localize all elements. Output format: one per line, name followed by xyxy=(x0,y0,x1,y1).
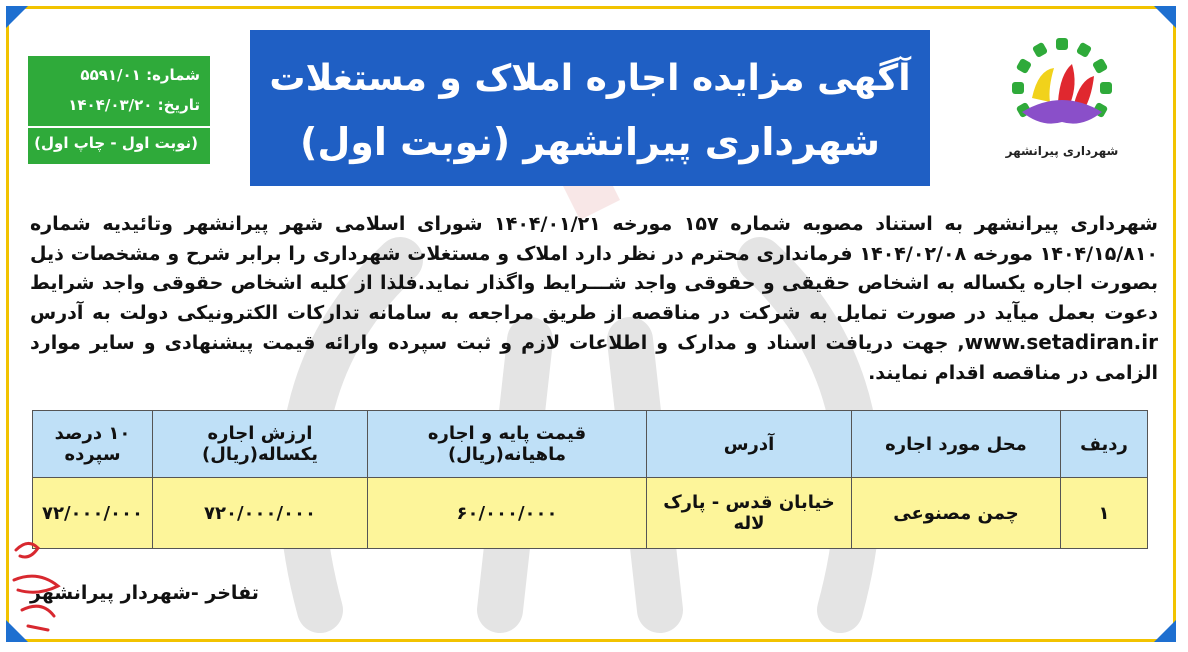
cell-address: خیابان قدس - پارک لاله xyxy=(647,478,852,549)
municipality-logo-icon xyxy=(1000,36,1124,140)
mayor-signature: تفاخر -شهردار پیرانشهر xyxy=(30,582,259,604)
announcement-title-box xyxy=(250,30,930,186)
cell-row-no: ۱ xyxy=(1061,478,1148,549)
title-line-1: آگهی مزایده اجاره املاک و مستغلات xyxy=(269,58,911,99)
cell-annual-value: ۷۲۰/۰۰۰/۰۰۰ xyxy=(153,478,368,549)
table-header-row xyxy=(33,411,1148,478)
edition-label: (نوبت اول - چاپ اول) xyxy=(34,134,198,152)
cell-location: چمن مصنوعی xyxy=(852,478,1061,549)
logo-caption: شهرداری پیرانشهر xyxy=(1005,144,1119,158)
corner-ornament xyxy=(6,6,28,28)
corner-ornament xyxy=(1154,620,1176,642)
table-row xyxy=(33,478,1148,549)
lease-items-table xyxy=(32,410,1148,549)
announcement-body xyxy=(30,210,1158,388)
reference-date: تاریخ: ۱۴۰۴/۰۳/۲۰ xyxy=(68,96,200,114)
info-divider xyxy=(28,126,210,128)
header-base-price: قیمت پایه و اجاره ماهیانه(ریال) xyxy=(368,411,647,478)
title-line-2: شهرداری پیرانشهر (نوبت اول) xyxy=(299,120,881,164)
header-address: آدرس xyxy=(647,411,852,478)
municipality-logo xyxy=(1000,36,1124,160)
cell-deposit: ۷۲/۰۰۰/۰۰۰ xyxy=(33,478,153,549)
corner-ornament xyxy=(1154,6,1176,28)
cell-base-price: ۶۰/۰۰۰/۰۰۰ xyxy=(368,478,647,549)
body-text-part-2: , جهت دریافت اسناد و مدارک و اطلاعات لازم و ثبت سپرده وارائه قیمت پیشنهادی و سایر موارد الزامی در مناقصه اقدام نمایند. xyxy=(30,332,1158,384)
reference-info-box xyxy=(28,56,210,164)
header-annual-value: ارزش اجاره یکساله(ریال) xyxy=(153,411,368,478)
reference-number: شماره: ۵۵۹۱/۰۱ xyxy=(80,66,200,84)
website-link[interactable]: www.setadiran.ir xyxy=(964,330,1158,354)
header-row-no: ردیف xyxy=(1061,411,1148,478)
header-location: محل مورد اجاره xyxy=(852,411,1061,478)
body-text-part-1: شهرداری پیرانشهر به استناد مصوبه شماره ۱۵۷ مورخه ۱۴۰۴/۰۱/۲۱ شورای اسلامی شهر پیرانشهر وتائیدیه شماره ۱۴۰۴/۱۵/۸۱۰ مورخه ۱۴۰۴/۰۲/۰۸ فرمانداری محترم در نظر دارد املاک و مستغلات شهرداری را برابر شرح و مشخصات ذیل بصورت اجاره یکساله به اشخاص حقیقی و حقوقی واجد شـــرایط واگذار نماید.فلذا از کلیه اشخاص حقوقی واجد شرایط دعوت بعمل میآید در صورت تمایل به شرکت در مناقصه از طریق مراجعه به سامانه تدارکات الکترونیکی دولت به آدرس xyxy=(30,213,1159,324)
header-deposit: ۱۰ درصد سپرده xyxy=(33,411,153,478)
